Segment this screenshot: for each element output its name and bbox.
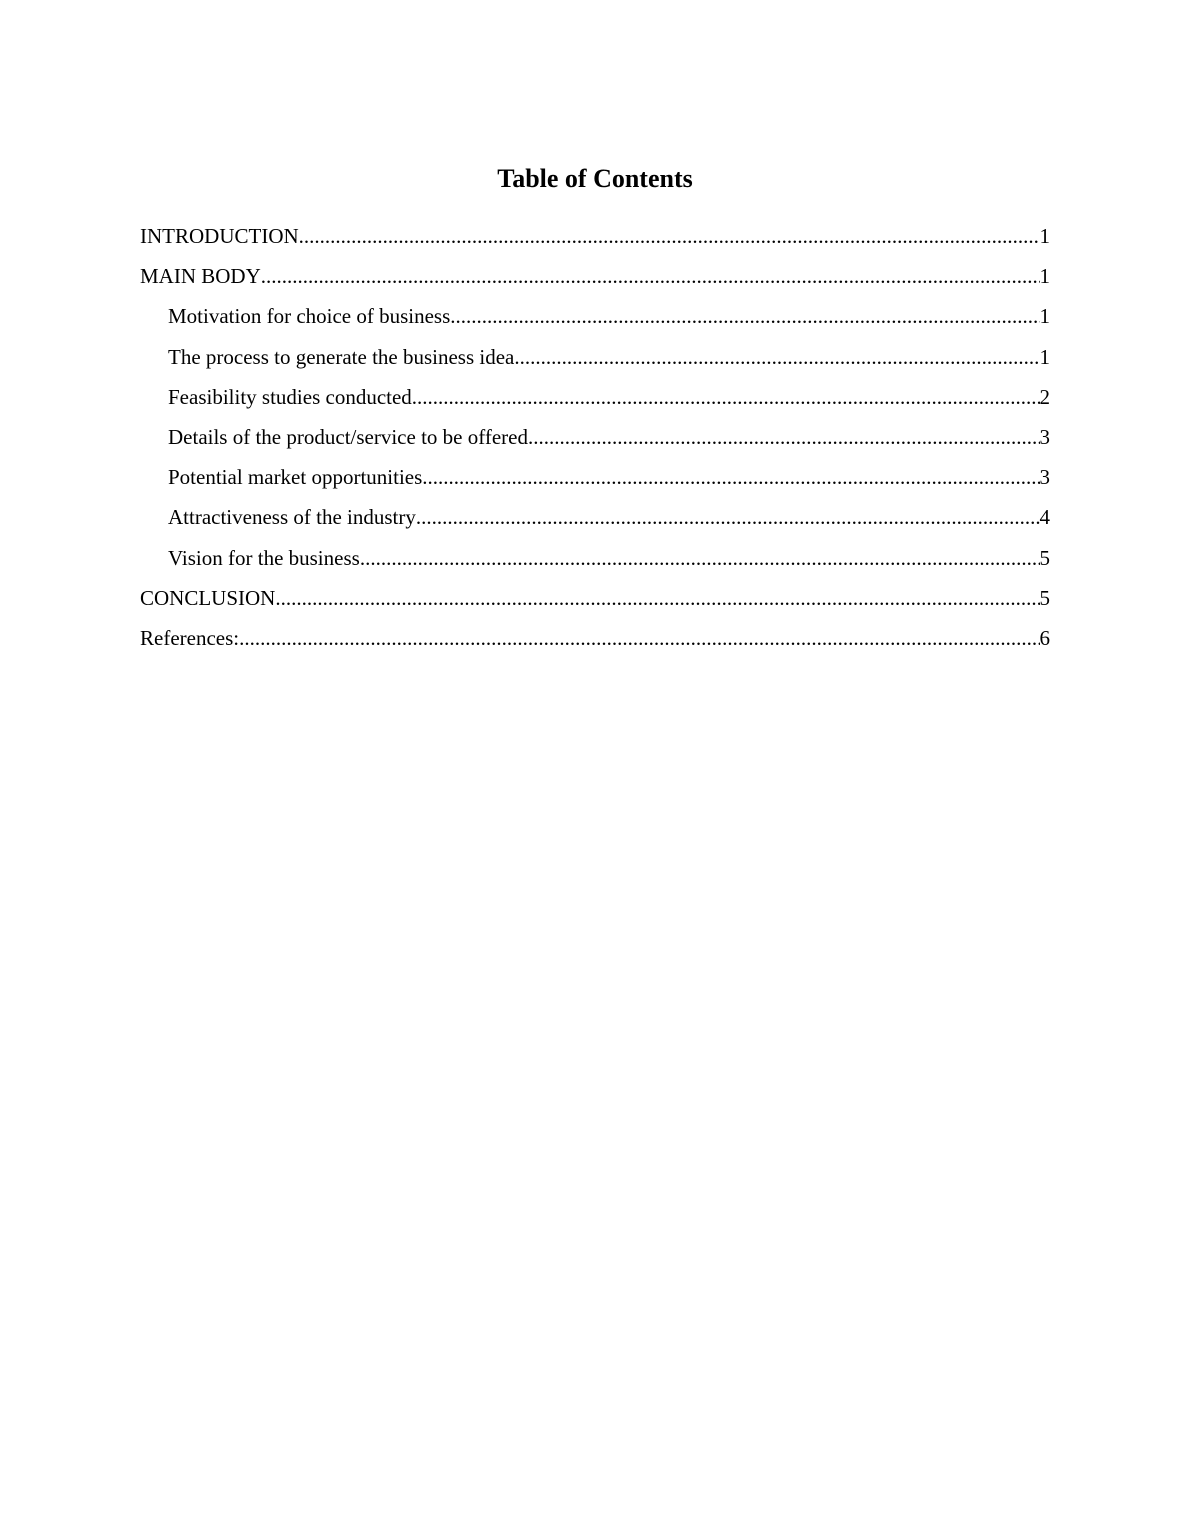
toc-page-number: 5 [1039,545,1050,570]
toc-entry-conclusion[interactable] [140,584,1050,624]
toc-dot-leader [275,584,1039,612]
toc-dot-leader [261,262,1040,290]
toc-page-number: 5 [1039,585,1050,610]
toc-entry-introduction[interactable] [140,222,1050,262]
toc-entry-label: CONCLUSION [140,585,276,610]
toc-dot-leader [450,302,1039,330]
toc-entry-label: INTRODUCTION [140,224,299,248]
toc-entry-process[interactable] [140,343,1050,383]
toc-entry-label: Details of the product/service to be offered [168,424,528,449]
toc-entry-main-body[interactable] [140,262,1050,302]
toc-entry-vision[interactable] [140,544,1050,584]
toc-page-number: 3 [1039,465,1050,490]
toc-dot-leader [412,383,1040,411]
toc-entry-product-details[interactable] [140,423,1050,463]
toc-entry-label: MAIN BODY [140,264,261,289]
toc-page-number: 1 [1039,344,1050,369]
toc-entry-label: Feasibility studies conducted [168,384,412,409]
toc-entry-references[interactable] [140,624,1050,664]
toc-dot-leader [239,624,1039,652]
toc-entry-industry-attractiveness[interactable] [140,503,1050,543]
toc-dot-leader [299,222,1040,250]
toc-entry-label: Potential market opportunities [168,465,423,490]
toc-entry-label: References: [140,625,240,650]
toc-entry-motivation[interactable] [140,302,1050,342]
toc-page-number: 4 [1039,505,1050,530]
toc-entry-market-opportunities[interactable] [140,463,1050,503]
toc-page-number: 1 [1039,224,1050,248]
toc-list [140,222,1050,664]
toc-page-number: 3 [1039,424,1050,449]
toc-page-number: 1 [1039,264,1050,289]
toc-entry-label: Attractiveness of the industry [168,505,416,530]
toc-dot-leader [416,503,1040,531]
toc-dot-leader [360,544,1040,572]
toc-dot-leader [514,343,1039,371]
toc-entry-label: Motivation for choice of business [168,304,451,329]
toc-entry-feasibility[interactable] [140,383,1050,423]
toc-page-number: 2 [1039,384,1050,409]
toc-entry-label: Vision for the business [168,545,360,570]
toc-page-number: 1 [1039,304,1050,329]
toc-title: Table of Contents [497,164,693,193]
toc-dot-leader [422,463,1039,491]
toc-dot-leader [528,423,1040,451]
toc-page-number: 6 [1039,625,1050,650]
toc-entry-label: The process to generate the business idea [168,344,515,369]
